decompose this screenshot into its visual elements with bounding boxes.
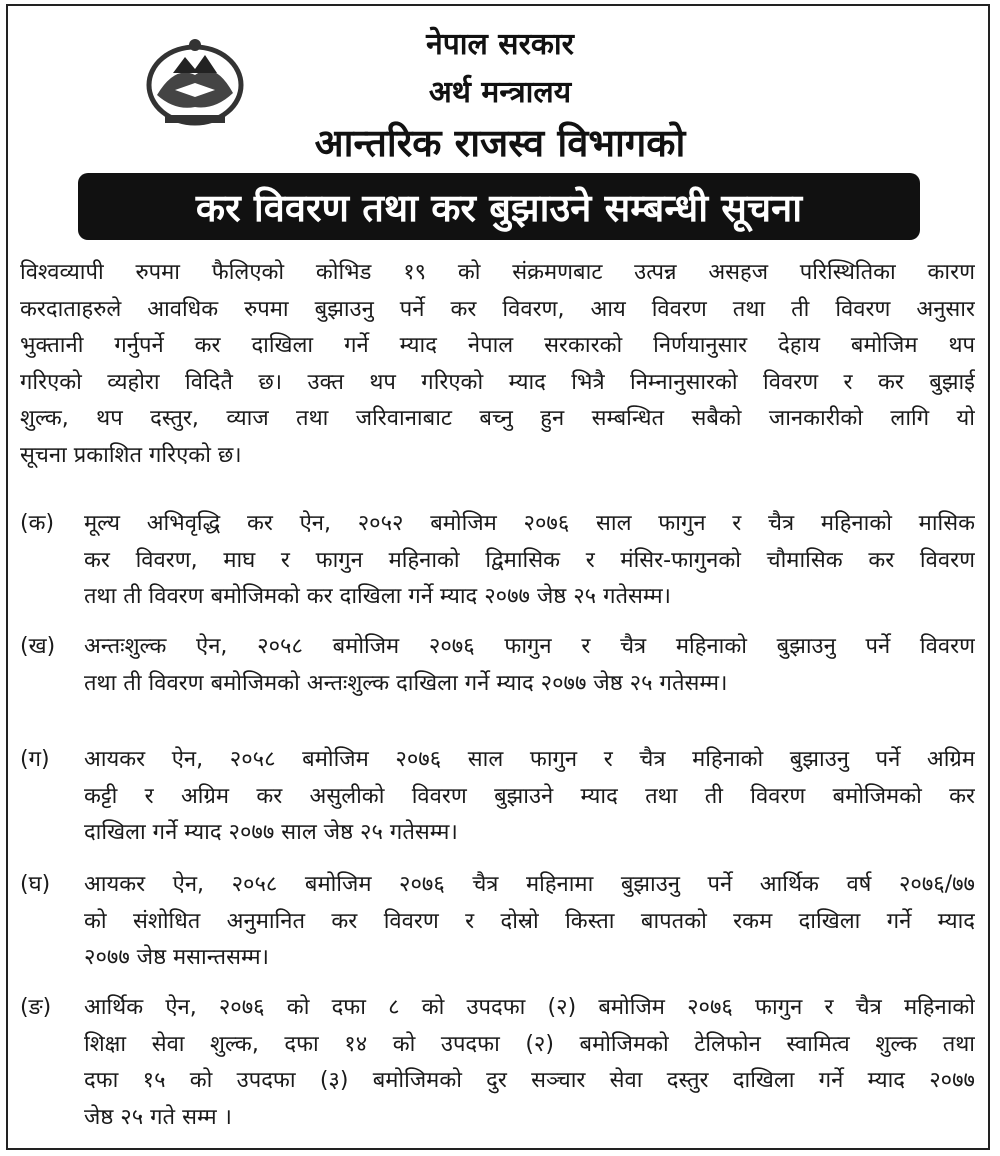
notice-title-banner: [78, 173, 920, 240]
item-label: (घ): [20, 872, 51, 897]
text-line: करदाताहरुले आवधिक रुपमा बुझाउनु पर्ने कर विवरण, आय विवरण तथा ती विवरण अनुसार: [20, 296, 975, 322]
header-department: आन्तरिक राजस्व विभागको: [314, 121, 686, 165]
item-text: [84, 742, 975, 852]
text-line: आयकर ऐन, २०५८ बमोजिम २०७६ चैत्र महिनामा बुझाउनु पर्ने आर्थिक वर्ष २०७६/७७: [84, 872, 975, 897]
item-text: [84, 867, 975, 977]
text-line: आयकर ऐन, २०५८ बमोजिम २०७६ साल फागुन र चैत्र महिनाको बुझाउनु पर्ने अग्रिम: [84, 747, 975, 772]
text-line: २०७७ जेष्ठ मसान्तसम्म।: [84, 945, 270, 970]
text-line: शुल्क, थप दस्तुर, व्याज तथा जरिवानाबाट बच्नु हुन सम्बन्धित सबैको जानकारीको लागि यो: [20, 406, 975, 431]
text-line: भुक्तानी गर्नुपर्ने कर दाखिला गर्ने म्याद नेपाल सरकारको निर्णयानुसार देहाय बमोजिम थप: [20, 333, 975, 358]
text-line: अन्तःशुल्क ऐन, २०५८ बमोजिम २०७६ फागुन र चैत्र महिनाको बुझाउनु पर्ने विवरण: [84, 634, 975, 659]
text-line: जेष्ठ २५ गते सम्म ।: [84, 1104, 233, 1130]
item-text: [84, 990, 975, 1136]
text-line: कट्टी र अग्रिम कर असुलीको विवरण बुझाउने म्याद तथा ती विवरण बमोजिमको कर: [84, 783, 975, 809]
text-line: विश्वव्यापी रुपमा फैलिएको कोभिड १९ को संक्रमणबाट उत्पन्न असहज परिस्थितिका कारण: [20, 260, 975, 285]
text-line: दाखिला गर्ने म्याद २०७७ साल जेष्ठ २५ गतेसम्म।: [84, 820, 458, 845]
item-label: (क): [20, 511, 55, 536]
notice-title: कर विवरण तथा कर बुझाउने सम्बन्धी सूचना: [195, 185, 803, 230]
item-text: [84, 506, 975, 616]
text-line: तथा ती विवरण बमोजिमको कर दाखिला गर्ने म्याद २०७७ जेष्ठ २५ गतेसम्म।: [84, 584, 671, 609]
text-line: गरिएको व्यहोरा विदितै छ। उक्त थप गरिएको म्याद भित्रै निम्नानुसारको विवरण र कर बुझाई: [20, 369, 975, 395]
text-line: शिक्षा सेवा शुल्क, दफा १४ को उपदफा (२) बमोजिमको टेलिफोन स्वामित्व शुल्क तथा: [84, 1031, 975, 1057]
text-line: सूचना प्रकाशित गरिएको छ।: [20, 442, 242, 468]
text-line: को संशोधित अनुमानित कर विवरण र दोस्रो किस्ता बापतको रकम दाखिला गर्ने म्याद: [84, 908, 975, 934]
text-line: तथा ती विवरण बमोजिमको अन्तःशुल्क दाखिला गर्ने म्याद २०७७ जेष्ठ २५ गतेसम्म।: [84, 670, 728, 696]
text-line: मूल्य अभिवृद्धि कर ऐन, २०५२ बमोजिम २०७६ साल फागुन र चैत्र महिनाको मासिक: [84, 511, 975, 536]
text-line: आर्थिक ऐन, २०७६ को दफा ८ को उपदफा (२) बमोजिम २०७६ फागुन र चैत्र महिनाको: [84, 995, 975, 1020]
header-ministry: अर्थ मन्त्रालय: [428, 75, 572, 110]
item-label: (ख): [20, 634, 56, 659]
header-government: नेपाल सरकार: [426, 27, 574, 62]
item-label: (ग): [20, 747, 50, 772]
item-text: [84, 629, 975, 702]
text-line: कर विवरण, माघ र फागुन महिनाको द्विमासिक र मंसिर-फागुनको चौमासिक कर विवरण: [84, 547, 975, 573]
text-line: दफा १५ को उपदफा (३) बमोजिमको दुर सञ्चार सेवा दस्तुर दाखिला गर्ने म्याद २०७७: [84, 1068, 975, 1093]
intro-paragraph: [20, 255, 975, 474]
item-label: (ङ): [20, 995, 52, 1020]
